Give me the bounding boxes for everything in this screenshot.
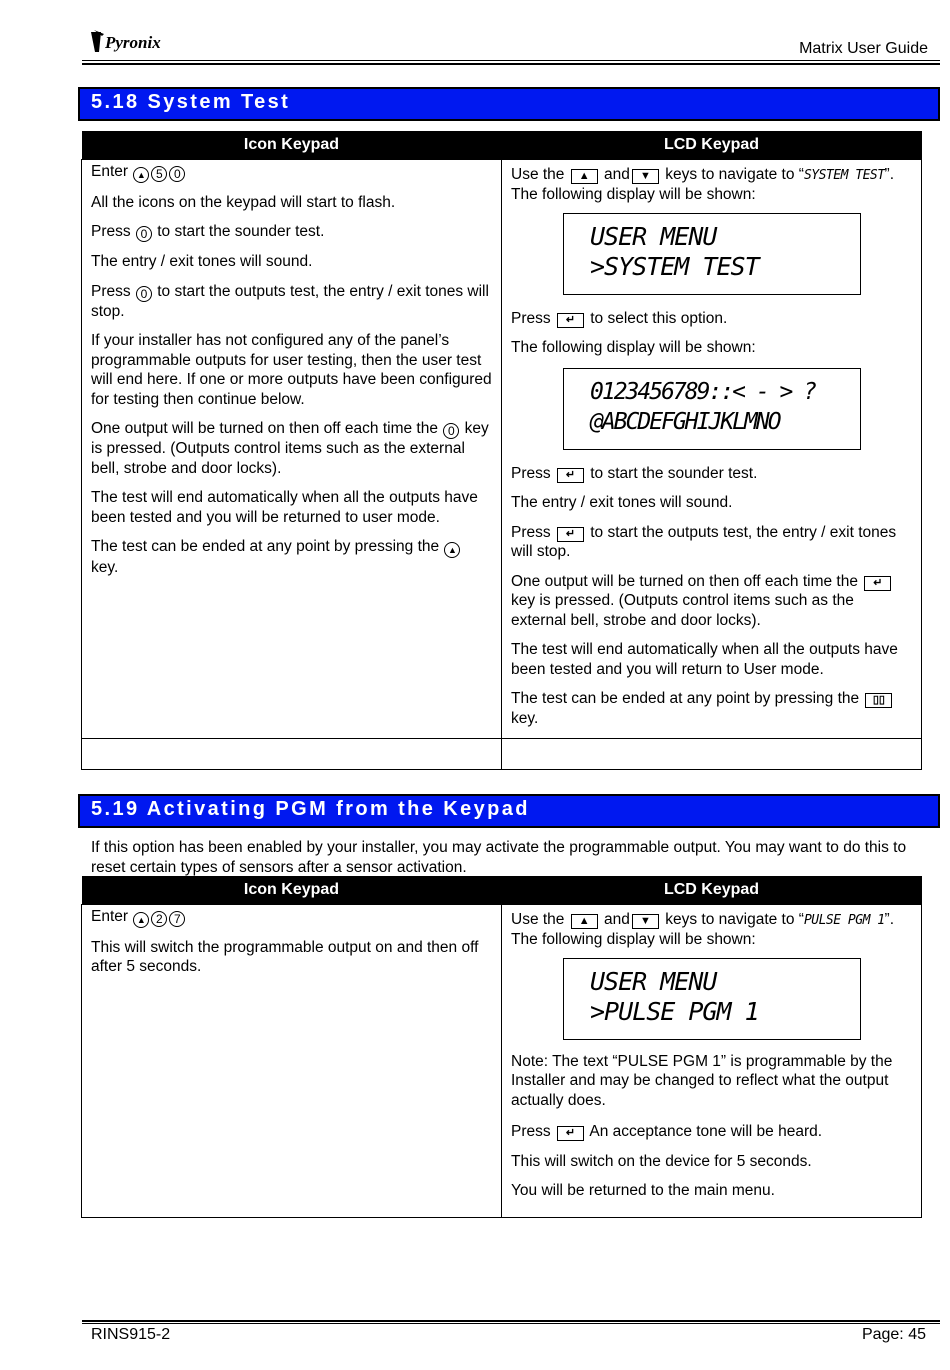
- arrow-up-key-icon: ▲: [444, 542, 460, 558]
- column-header-icon-keypad: Icon Keypad: [82, 131, 502, 159]
- up-arrow-key-icon: ▲: [571, 914, 598, 929]
- footer-rule: [82, 1320, 940, 1324]
- key-2-icon: 2: [151, 911, 167, 927]
- lcd-display-pulse-pgm: USER MENU >PULSE PGM 1: [563, 958, 861, 1040]
- instruction-text: The test can be ended at any point by pressing the ▯▯ key.: [511, 689, 912, 728]
- arrow-up-key-icon: ▲: [133, 167, 149, 183]
- system-test-table: [81, 131, 922, 770]
- instruction-text: One output will be turned on then off each time the ↵ key is pressed. (Outputs control items such as the external bell, strobe and door locks).: [511, 572, 912, 631]
- key-0-icon: 0: [169, 166, 185, 182]
- section-heading-activating-pgm: 5.19 Activating PGM from the Keypad: [78, 794, 940, 828]
- down-arrow-key-icon: ▼: [632, 169, 659, 184]
- column-header-lcd-keypad: LCD Keypad: [502, 876, 922, 904]
- enter-key-icon: ↵: [557, 1126, 584, 1141]
- book-key-icon: ▯▯: [865, 693, 892, 708]
- instruction-text: The entry / exit tones will sound.: [511, 494, 733, 511]
- instruction-text: This will switch the programmable output on and then off after 5 seconds.: [91, 938, 479, 975]
- lcd-keypad-instructions: [502, 904, 922, 1217]
- instruction-text: Press ↵ An acceptance tone will be heard.: [511, 1123, 823, 1140]
- empty-cell: [82, 739, 502, 770]
- lcd-keypad-instructions: [502, 159, 922, 739]
- column-header-icon-keypad: Icon Keypad: [82, 876, 502, 904]
- pgm-table: [81, 876, 922, 1218]
- instruction-text: All the icons on the keypad will start to flash.: [91, 193, 396, 211]
- header-rule: [82, 60, 940, 65]
- key-7-icon: 7: [169, 911, 185, 927]
- enter-sequence: Enter ▲ 5 0: [91, 162, 492, 183]
- document-id: RINS915-2: [91, 1326, 171, 1343]
- icon-keypad-instructions: [82, 904, 502, 1217]
- instruction-text: Press 0 to start the outputs test, the entry / exit tones will stop.: [91, 282, 489, 320]
- section-heading-system-test: 5.18 System Test: [78, 87, 940, 121]
- pyronix-logo: [90, 28, 180, 56]
- instruction-text: One output will be turned on then off each time the 0 key is pressed. (Outputs control items such as the external bell, strobe and door locks).: [91, 420, 489, 477]
- enter-key-icon: ↵: [864, 576, 891, 591]
- enter-key-icon: ↵: [557, 313, 584, 328]
- arrow-up-key-icon: ▲: [133, 912, 149, 928]
- enter-key-icon: ↵: [557, 468, 584, 483]
- up-arrow-key-icon: ▲: [571, 169, 598, 184]
- column-header-lcd-keypad: LCD Keypad: [502, 131, 922, 159]
- instruction-text: Use the ▲ and ▼ keys to navigate to “PULSE PGM 1”. The following display will be shown:: [511, 910, 895, 948]
- enter-sequence: Enter ▲ 2 7: [91, 907, 492, 928]
- lcd-display-user-menu: USER MENU >SYSTEM TEST: [563, 213, 861, 295]
- empty-cell: [502, 739, 922, 770]
- down-arrow-key-icon: ▼: [632, 914, 659, 929]
- instruction-text: Press ↵ to select this option.: [511, 309, 728, 327]
- instruction-text: You will be returned to the main menu.: [511, 1182, 775, 1199]
- icon-keypad-instructions: [82, 159, 502, 739]
- key-5-icon: 5: [151, 166, 167, 182]
- instruction-text: Use the ▲ and ▼ keys to navigate to “SYSTEM TEST”. The following display will be shown:: [511, 165, 895, 203]
- instruction-text: This will switch on the device for 5 seconds.: [511, 1152, 812, 1170]
- brand-text: Pyronix: [105, 33, 161, 52]
- key-0-icon: 0: [136, 286, 152, 302]
- instruction-text: Note: The text “PULSE PGM 1” is programmable by the Installer and may be changed to reflect what the output actually does.: [511, 1052, 893, 1109]
- lcd-display-character-test: 0123456789::< - > ? @ABCDEFGHIJKLMNO: [563, 368, 861, 450]
- key-0-icon: 0: [443, 423, 459, 439]
- instruction-text: The test will end automatically when all the outputs have been tested and you will be returned to user mode.: [91, 489, 478, 526]
- instruction-text: The following display will be shown:: [511, 339, 756, 356]
- instruction-text: Press ↵ to start the sounder test.: [511, 464, 758, 482]
- instruction-text: Press ↵ to start the outputs test, the entry / exit tones will stop.: [511, 523, 897, 560]
- instruction-text: The entry / exit tones will sound.: [91, 253, 313, 270]
- instruction-text: The test can be ended at any point by pressing the ▲ key.: [91, 537, 492, 578]
- instruction-text: The test will end automatically when all the outputs have been tested and you will return to User mode.: [511, 641, 898, 678]
- enter-key-icon: ↵: [557, 527, 584, 542]
- instruction-text: If your installer has not configured any of the panel’s programmable outputs for user testing, then the user test will end here. If one or more outputs have been configured for testing then continue below.: [91, 332, 492, 408]
- pgm-intro-text: If this option has been enabled by your installer, you may activate the programmable output. You may want to do this to reset certain types of sensors after a sensor activation.: [91, 839, 907, 876]
- key-0-icon: 0: [136, 226, 152, 242]
- document-title: Matrix User Guide: [799, 40, 928, 57]
- instruction-text: Press 0 to start the sounder test.: [91, 223, 325, 241]
- page-number: Page: 45: [861, 1326, 926, 1343]
